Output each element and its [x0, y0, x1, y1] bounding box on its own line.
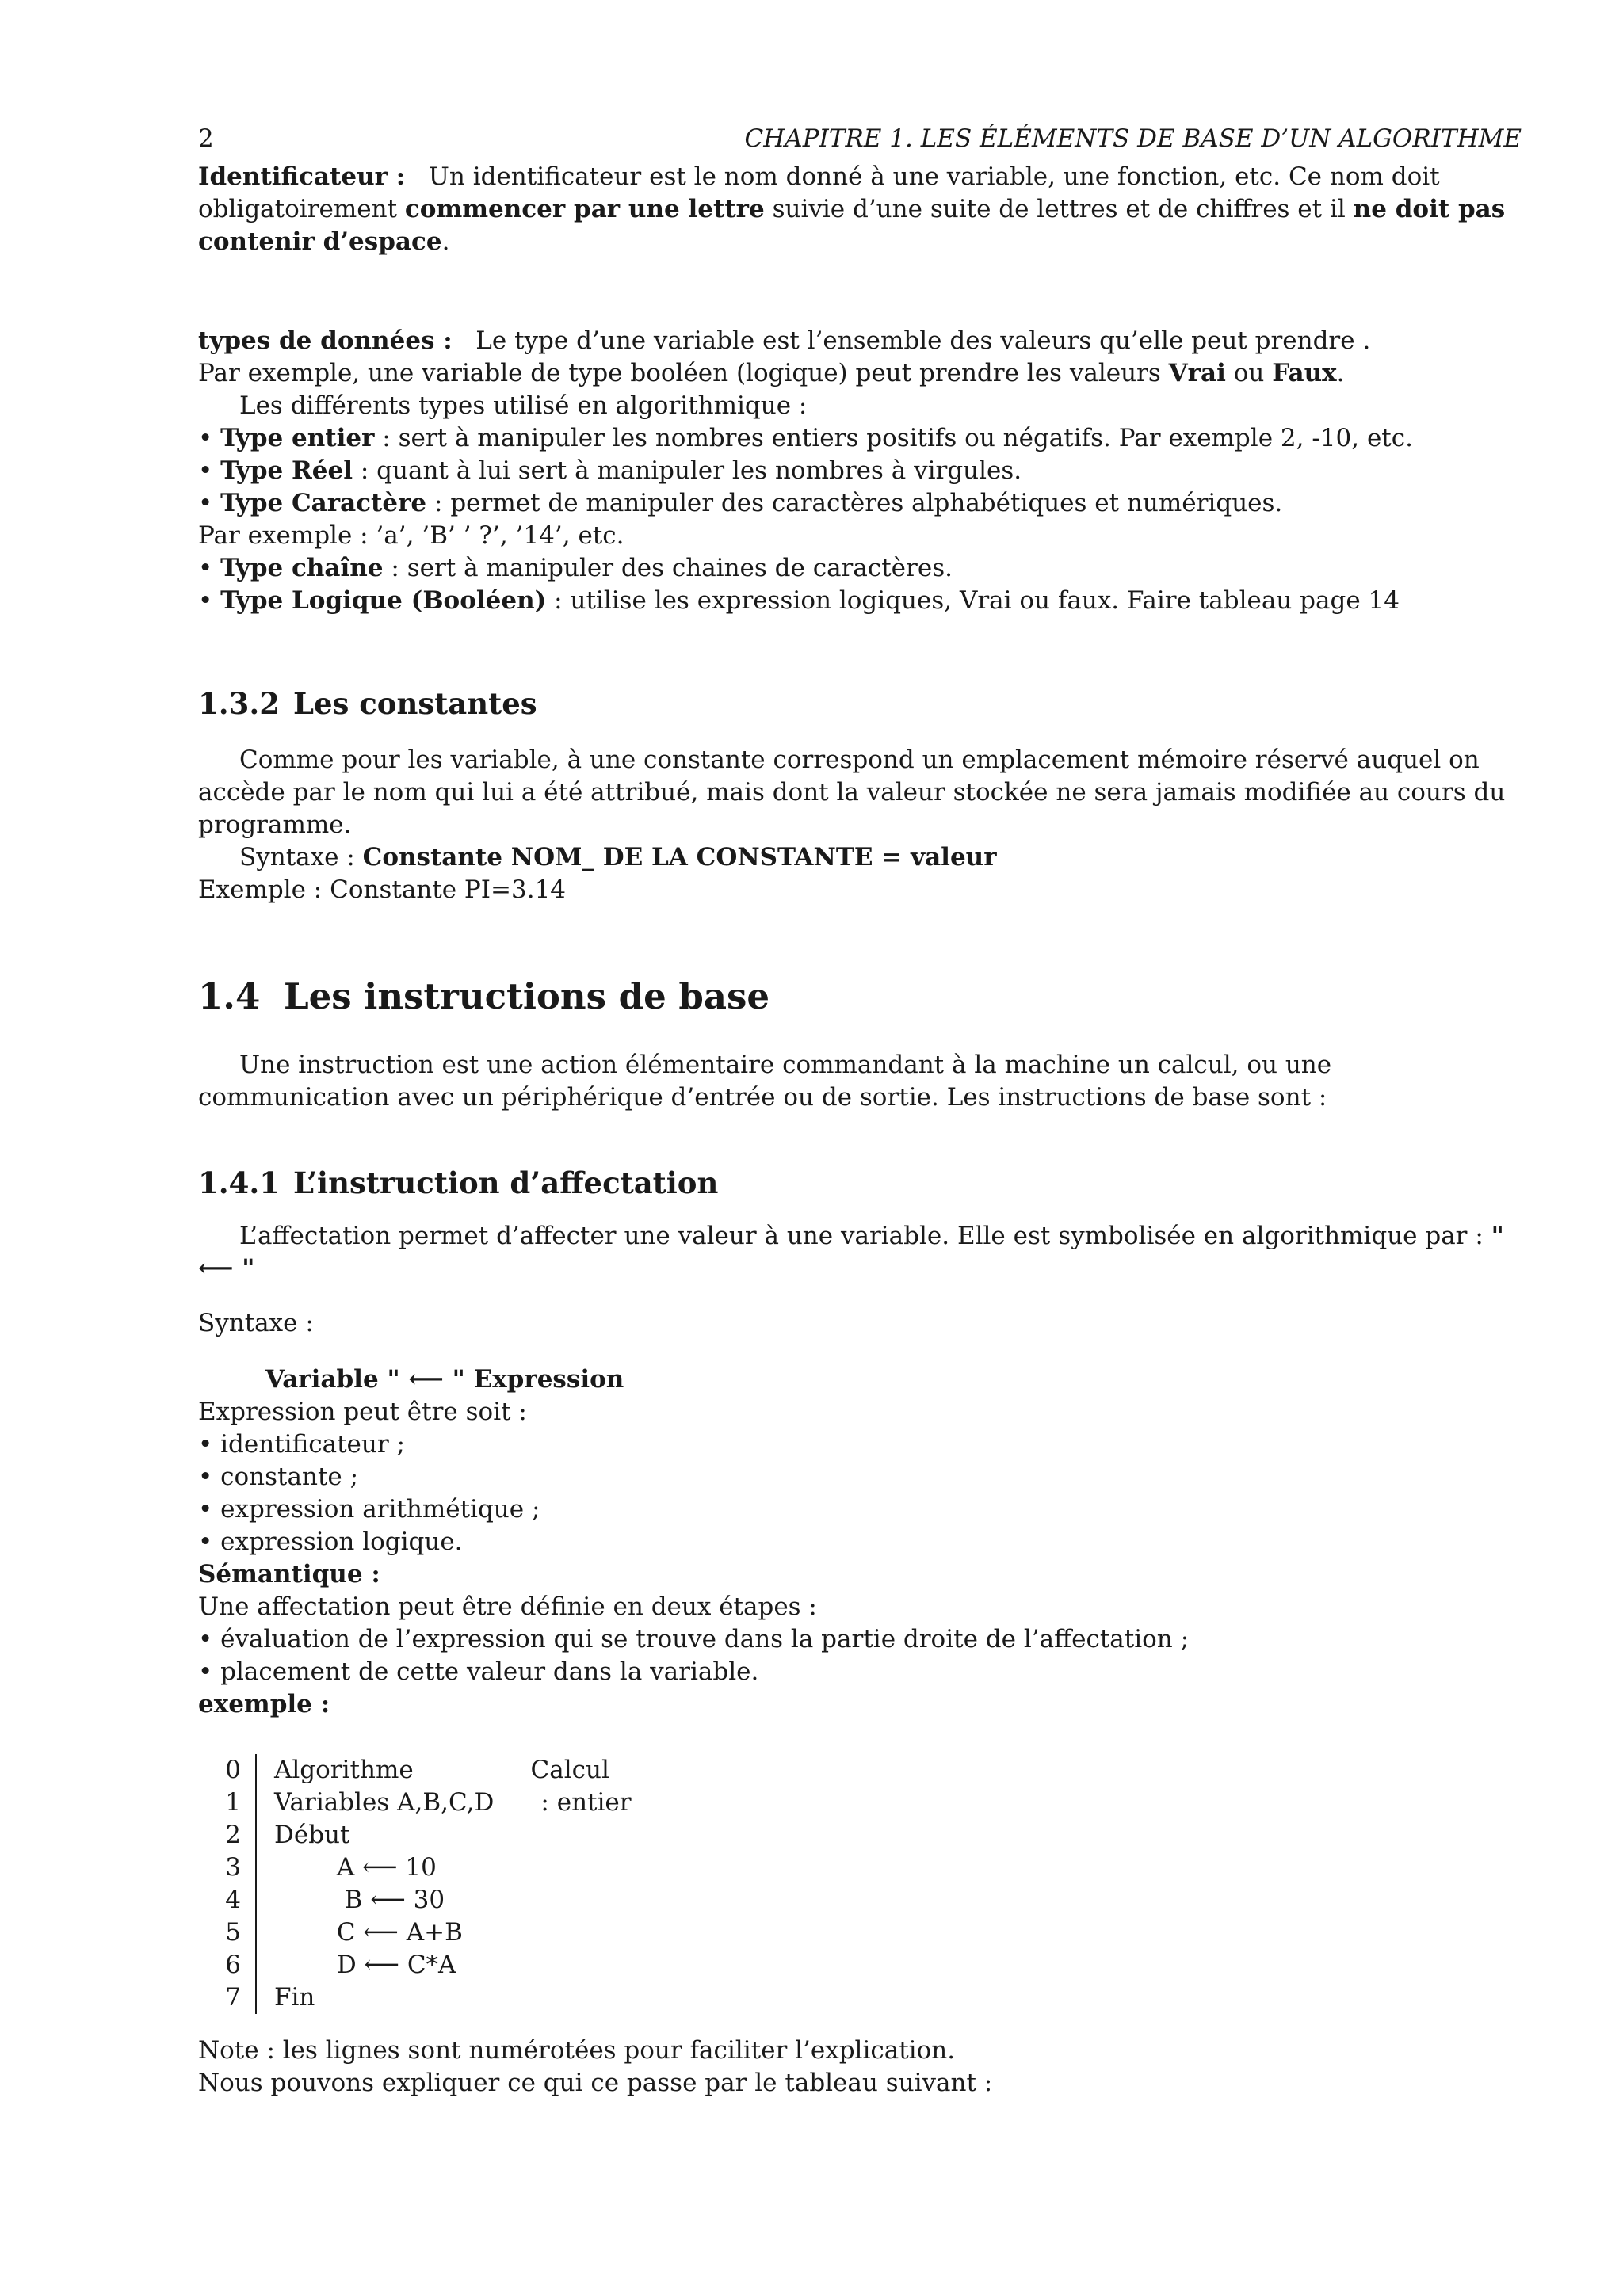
page-number: 2 [198, 124, 214, 153]
code-line: Variables A,B,C,D : entier [274, 1788, 632, 1817]
type-item: • Type Caractère : permet de manipuler des caractères alphabétiques et numériques. [198, 487, 1522, 520]
type-item: • Type chaîne : sert à manipuler des chaines de caractères. [198, 552, 1522, 585]
section-heading-constantes: 1.3.2 Les constantes [198, 686, 537, 721]
code-line: B ⟵ 30 [274, 1886, 445, 1914]
code-line: Algorithme Calcul [274, 1756, 609, 1784]
note-line: Nous pouvons expliquer ce qui ce passe par le tableau suivant : [198, 2069, 993, 2097]
document-page [198, 123, 1522, 2100]
semantique-item: • placement de cette valeur dans la variable. [198, 1656, 1522, 1688]
constantes-paragraph: Comme pour les variable, à une constante correspond un emplacement mémoire réservé auquel on accède par le nom qui lui a été attribué, mais dont la valeur stockée ne sera jamais modifiée au cours du programme. [198, 746, 1506, 839]
semantique-item: • évaluation de l’expression qui se trouve dans la partie droite de l’affectation ; [198, 1623, 1522, 1656]
exemple-label: exemple : [198, 1690, 330, 1718]
code-line: Début [274, 1821, 350, 1849]
expression-item: • constante ; [198, 1461, 1522, 1493]
expression-intro: Expression peut être soit : [198, 1398, 527, 1426]
note-line: Note : les lignes sont numérotées pour faciliter l’explication. [198, 2036, 956, 2065]
types-intro: Les différents types utilisé en algorithmique : [239, 391, 808, 420]
algorithm-listing [209, 1754, 1522, 2014]
code-line: C ⟵ A+B [274, 1918, 463, 1947]
semantique-label: Sémantique : [198, 1560, 380, 1589]
expression-item: • expression logique. [198, 1526, 1522, 1558]
identificateur-paragraph: Identificateur : Un identificateur est le nom donné à une variable, une fonction, etc. Ce nom doit obligatoirement commencer par une lettre suivie d’une suite de lettres et de chiffres et il ne doit pas contenir d’espace. [198, 162, 1506, 256]
type-item: • Type entier : sert à manipuler les nombres entiers positifs ou négatifs. Par exemple 2, -10, etc. [198, 422, 1522, 455]
char-example: Par exemple : ’a’, ’B’ ’ ?’, ’14’, etc. [198, 521, 624, 550]
affectation-syntax: Variable " ⟵ " Expression [265, 1365, 624, 1394]
code-line: A ⟵ 10 [274, 1853, 437, 1882]
code-lines [257, 1754, 632, 2014]
code-line: Fin [274, 1983, 315, 2012]
affectation-syntax-label: Syntaxe : [198, 1309, 314, 1337]
semantique-intro: Une affectation peut être définie en deux étapes : [198, 1592, 817, 1621]
constantes-syntax: Syntaxe : Constante NOM_ DE LA CONSTANTE = valeur [239, 843, 997, 871]
section-heading-affectation: 1.4.1 L’instruction d’affectation [198, 1165, 719, 1200]
expression-item: • identificateur ; [198, 1428, 1522, 1461]
code-line: D ⟵ C*A [274, 1951, 456, 1979]
chapter-title: CHAPITRE 1. LES ÉLÉMENTS DE BASE D’UN ALGORITHME [744, 124, 1522, 153]
types-paragraph: types de données : Le type d’une variable est l’ensemble des valeurs qu’elle peut prendre . Par exemple, une variable de type booléen (logique) peut prendre les valeurs Vrai ou Faux. [198, 326, 1371, 387]
line-numbers: 0 1 2 3 4 5 6 7 [209, 1754, 257, 2014]
type-item: • Type Réel : quant à lui sert à manipuler les nombres à virgules. [198, 455, 1522, 487]
section-heading-instructions: 1.4 Les instructions de base [198, 975, 769, 1017]
affectation-paragraph: L’affectation permet d’affecter une valeur à une variable. Elle est symbolisée en algorithmique par : " ⟵ " [198, 1222, 1504, 1283]
types-term: types de données : [198, 326, 453, 355]
type-item: • Type Logique (Booléen) : utilise les expression logiques, Vrai ou faux. Faire tableau page 14 [198, 585, 1522, 617]
identificateur-term: Identificateur : [198, 162, 406, 191]
instructions-paragraph: Une instruction est une action élémentaire commandant à la machine un calcul, ou une communication avec un périphérique d’entrée ou de sortie. Les instructions de base sont : [198, 1051, 1332, 1112]
running-header [198, 123, 1522, 161]
expression-item: • expression arithmétique ; [198, 1493, 1522, 1526]
constantes-example: Exemple : Constante PI=3.14 [198, 875, 567, 904]
